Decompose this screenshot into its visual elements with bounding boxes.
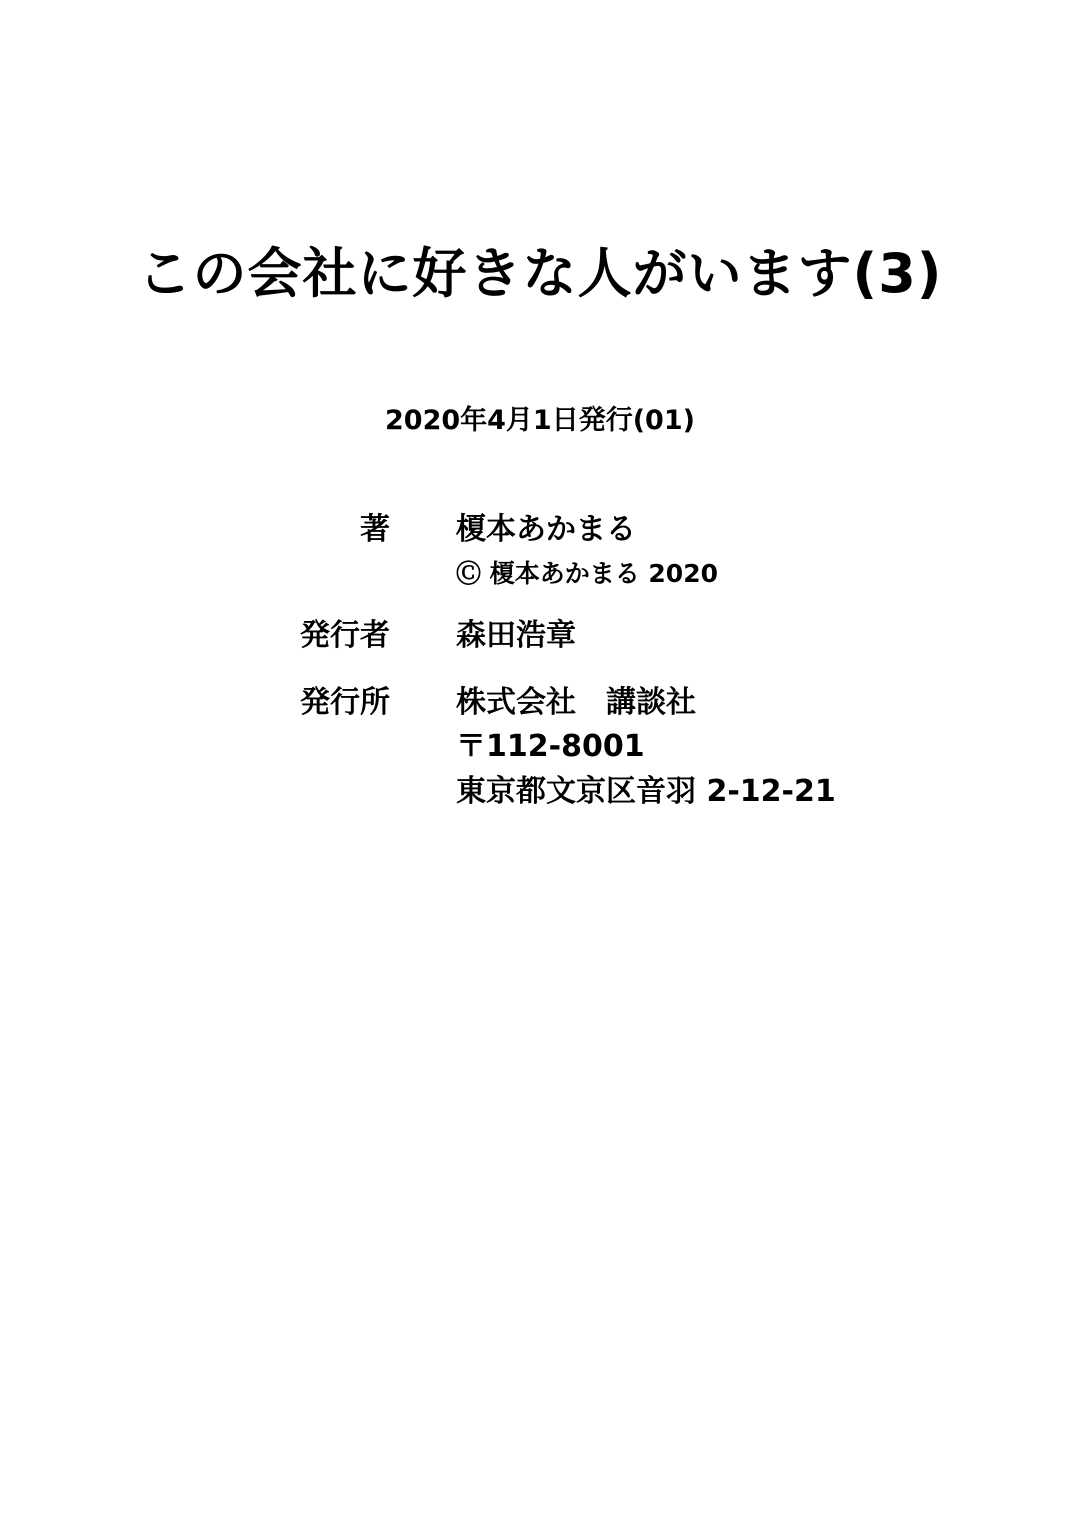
credit-row-author: [0, 510, 1080, 590]
publisher-name: 株式会社 講談社: [456, 684, 696, 720]
publication-date: 2020年4月1日発行(01): [385, 405, 695, 436]
publisher-person-name: 森田浩章: [456, 618, 576, 654]
credit-label-publisher-person: 発行者: [300, 618, 390, 654]
credit-label-publisher: 発行所: [300, 684, 390, 720]
publisher-postal-code: 〒112-8001: [456, 729, 645, 765]
copyright-notice: Ⓒ 榎本あかまる 2020: [456, 558, 718, 588]
page-title: この会社に好きな人がいます(3): [137, 242, 943, 305]
credit-row-publisher: [0, 683, 1080, 813]
publisher-address: 東京都文京区音羽 2-12-21: [456, 773, 836, 809]
credit-value-publisher: [456, 683, 836, 813]
credit-row-publisher-person: [0, 616, 1080, 657]
credit-value-publisher-person: [456, 616, 576, 657]
credit-value-author: [456, 510, 718, 590]
author-name: 榎本あかまる: [456, 512, 636, 547]
credit-label-author: 著: [360, 512, 390, 547]
credits-block: [0, 510, 1080, 818]
